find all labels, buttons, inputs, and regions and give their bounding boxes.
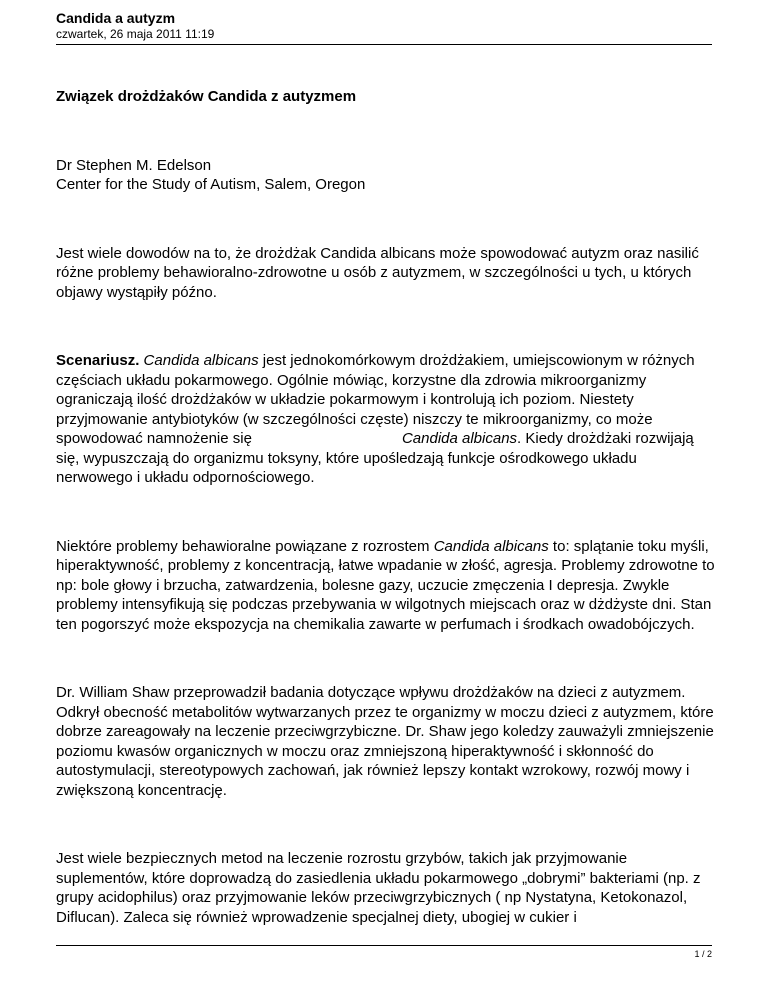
symptoms-text-1: Niektóre problemy behawioralne powiązane z rozrostem [56, 537, 434, 555]
article-body [56, 87, 716, 927]
symptoms-text-2: to: splątanie toku myśli, hiperaktywność, problemy z koncentracją, łatwe wpadanie w złość, agresja. Problemy zdrowotne to np: bole głowy i brzucha, zatwardzenia, bolesne gazy, uczucie zmęczenia I depresja. Zwykle problemy intensyfikują się podczas przebywania w wilgotnych miejscach oraz w dżdżyste dni. Stan ten pogorszyć może ekspozycja na chemikalia zawarte w perfumach i środkach owadobójczych. [56, 537, 715, 633]
paragraph-treatment: Jest wiele bezpiecznych metod na leczenie rozrostu grzybów, takich jak przyjmowanie suplementów, które doprowadzą do zasiedlenia układu pokarmowego „dobrymi” bakteriami (np. z grupy acidophilus) oraz przyjmowanie leków przeciwgrzybicznych ( np Nystatyna, Ketokonazol, Diflucan). Zaleca się również wprowadzenie specjalnej diety, ubogiej w cukier i [56, 850, 701, 926]
scenario-lead: Scenariusz. [56, 352, 140, 369]
author-block [56, 156, 716, 195]
paragraph-research: Dr. William Shaw przeprowadził badania dotyczące wpływu drożdżaków na dzieci z autyzmem. Odkrył obecność metabolitów wytwarzanych przez te organizmy w moczu dzieci z autyzmem, które dobrze zareagowały na leczenie przeciwgrzybiczne. Dr. Shaw jego koledzy zauważyli zmniejszenie poziomu kwasów organicznych w moczu oraz zmniejszoną hiperaktywność i skłonność do autostymulacji, stereotypowych zachowań, jak również lepszy kontakt wzrokowy, rozwój mowy i zwiększoną koncentrację. [56, 684, 714, 799]
scenario-text-1: jest jednokomórkowym drożdżakiem, umiejscowionym w różnych częściach układu pokarmowego. Ogólnie mówiąc, korzystne dla zdrowia mikroorganizmy ograniczają ilość drożdżaków w układzie pokarmowym i kontrolują ich poziom. Niestety przyjmowanie antybiotyków (w szczególności częste) niszczy te mikroorganizmy, co może spowodować namnożenie się [56, 352, 695, 447]
header-divider [56, 44, 712, 45]
paragraph-intro: Jest wiele dowodów na to, że drożdżak Candida albicans może spowodować autyzm oraz nasilić różne problemy behawioralno-zdrowotne u osób z autyzmem, w szczególności u tych, u których objawy wystąpiły późno. [56, 244, 699, 301]
article-title: Związek drożdżaków Candida z autyzmem [56, 88, 357, 105]
scenario-text-2: . Kiedy drożdżaki rozwijają się, wypuszczają do organizmu toksyny, które upośledzają funkcje ośrodkowego układu nerwowego i układu odpornościowego. [56, 430, 694, 486]
species-name: Candida albicans [143, 352, 259, 369]
paragraph-scenario [56, 351, 716, 488]
author-affiliation: Center for the Study of Autism, Salem, Oregon [56, 176, 366, 193]
species-name: Candida albicans [433, 537, 549, 555]
footer-divider [56, 945, 712, 946]
page-header [56, 10, 712, 45]
author-name: Dr Stephen M. Edelson [56, 156, 212, 174]
page-footer [56, 945, 712, 959]
document-date: czwartek, 26 maja 2011 11:19 [56, 27, 215, 41]
paragraph-symptoms [56, 537, 716, 635]
document-title: Candida a autyzm [56, 10, 176, 26]
page-number: 1 / 2 [694, 949, 712, 959]
species-name: Candida albicans [401, 430, 518, 447]
